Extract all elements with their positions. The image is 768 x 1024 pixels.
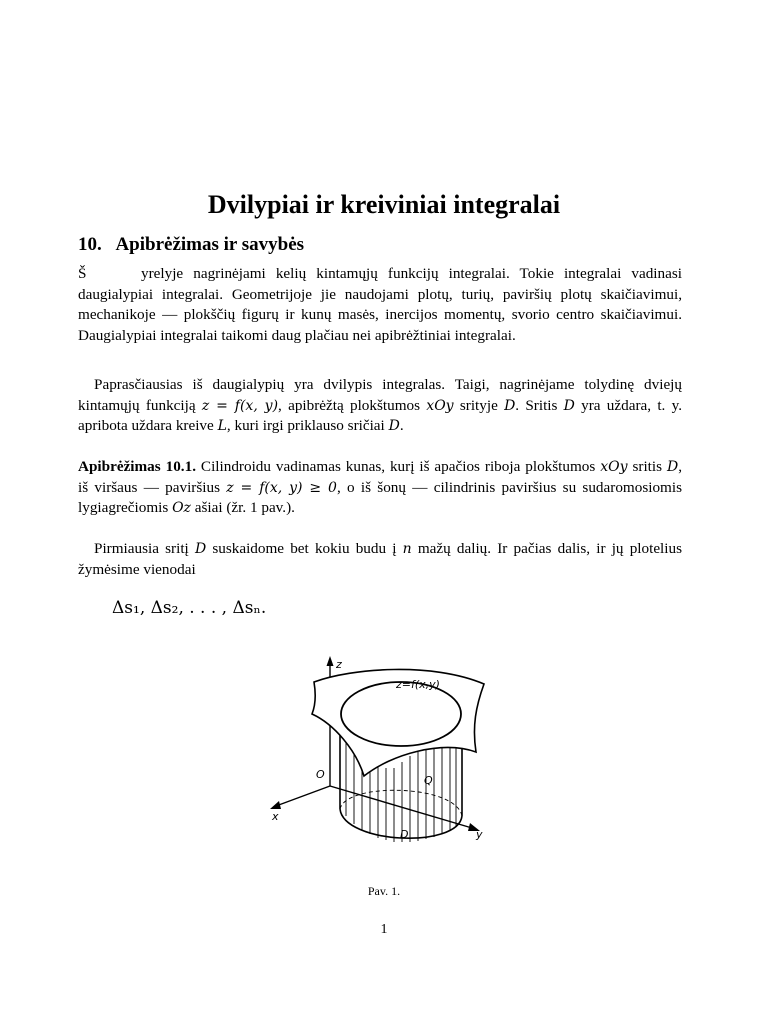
partition-paragraph	[78, 539, 682, 580]
math-region: D	[504, 397, 516, 414]
text-run: , o iš šonų — cilindrinis paviršius su sudaromosiomis lygiagrečiomis	[78, 478, 682, 517]
x-label: x	[272, 810, 279, 823]
math-region: D	[388, 418, 400, 435]
math-plane: xOy	[600, 459, 628, 475]
section-heading	[78, 234, 304, 256]
text-run: ašiai (žr. 1 pav.).	[190, 499, 295, 517]
math-curve: L	[217, 418, 227, 435]
math-region: D	[666, 459, 679, 475]
page-number: 1	[380, 922, 388, 937]
surface-label: z=f(x,y)	[396, 678, 440, 691]
y-label: y	[476, 828, 483, 841]
y-axis-line	[330, 786, 472, 828]
text-run: sritis	[627, 458, 667, 475]
text-run: Paprasčiausias iš daugialypių yra dvilypis integralas. Taigi, nagrinėjame tolydinę dviejų kintamųjų funkciją	[78, 376, 682, 414]
x-axis-arrow	[270, 801, 281, 809]
text-run: mažų dalių. Ir pačias dalis, ir jų plotelius žymėsime vienodai	[78, 540, 683, 578]
math-function: z = f(x, y)	[201, 397, 279, 414]
z-label: z	[336, 658, 342, 671]
text-run: , apibrėžtą plokštumos	[278, 396, 427, 414]
math-region: D	[194, 541, 207, 557]
cylindroid-figure	[262, 654, 502, 854]
double-integral-paragraph	[78, 375, 682, 437]
d-label: D	[400, 828, 409, 841]
math-region: D	[563, 397, 575, 414]
top-ellipse	[341, 682, 461, 746]
text-run: . Sritis	[515, 396, 564, 414]
x-axis-line	[276, 786, 330, 806]
origin-label: O	[316, 768, 325, 781]
text-run: suskaidome bet kokiu budu į	[206, 540, 403, 557]
text-run: Pirmiausia sritį	[94, 540, 195, 557]
definition-paragraph	[78, 457, 682, 519]
math-axis: Oz	[172, 500, 191, 517]
intro-paragraph	[78, 264, 682, 346]
section-number: 10.	[78, 234, 102, 255]
q-label: Q	[424, 774, 433, 787]
text-run: , iš viršaus — paviršius	[78, 458, 682, 496]
section-title: Apibrėžimas ir savybės	[115, 234, 305, 255]
text-run: yra uždara, t. y. apribota uždara kreive	[78, 396, 682, 435]
chapter-title: Dvilypiai ir kreiviniai integralai	[207, 190, 561, 219]
delta-formula: Δs₁, Δs₂, . . . , Δsₙ.	[112, 598, 267, 618]
math-inequality: z = f(x, y) ≥ 0	[226, 479, 337, 496]
math-plane: xOy	[426, 397, 454, 414]
z-axis-arrow	[327, 656, 334, 666]
definition-label: Apibrėžimas 10.1.	[78, 458, 196, 475]
text-run: srityje	[453, 396, 505, 414]
intro-text: yrelyje nagrinėjami kelių kintamųjų funkcijų integralai. Tokie integralai vadinasi daugialypiai integralai. Geometrijoje jie naudojami plotų, turių, paviršių plotų skaičiavimui, mechanikoje — plokščių figurų ir kunų masės, inercijos momentų, svorio centro skaičiavimui. Daugialypiai integralai taikomi daug plačiau nei apibrėžtiniai integralai.	[78, 265, 682, 344]
figure-caption: Pav. 1.	[367, 884, 401, 898]
drop-letter: Š	[78, 265, 87, 282]
text-run: .	[399, 417, 404, 435]
text-run: Cilindroidu vadinamas kunas, kurį iš apačios riboja plokštumos	[196, 458, 601, 475]
math-n: n	[402, 541, 412, 557]
text-run: , kuri irgi priklauso sričiai	[226, 417, 389, 435]
